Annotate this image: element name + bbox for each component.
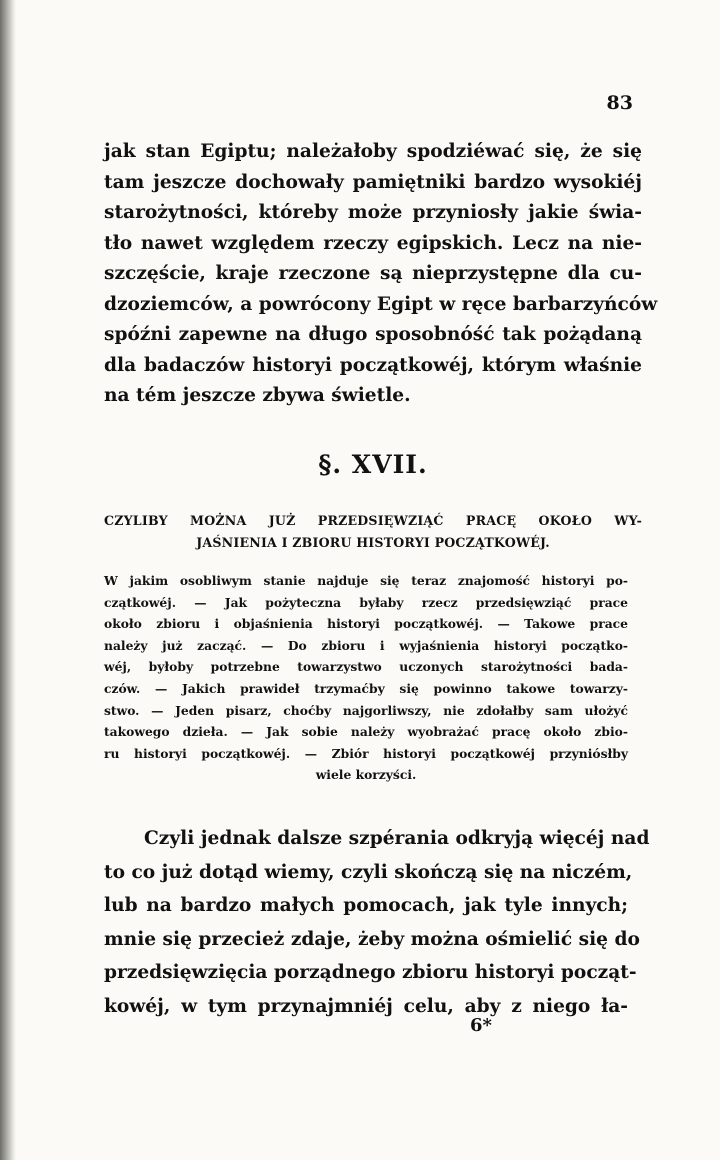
paragraph-1 — [104, 137, 658, 412]
book-spine-shadow — [0, 0, 16, 1160]
text-line: starożytności, któreby może przyniosły jakie świa- — [104, 202, 642, 223]
page-number: 83 — [606, 92, 633, 114]
summary-line: czątkowéj. — Jak pożyteczna byłaby rzecz przedsięwziąć prace — [104, 594, 628, 610]
summary-line: około zbioru i objaśnienia historyi początkowéj. — Takowe prace — [104, 616, 628, 632]
summary-line: W jakim osobliwym stanie najduje się teraz znajomość historyi po- — [104, 573, 628, 588]
text-line: tam jeszcze dochowały pamiętniki bardzo wysokiéj — [104, 171, 642, 193]
section-summary — [104, 570, 628, 786]
summary-line: wéj, byłoby potrzebne towarzystwo uczonych starożytności bada- — [104, 659, 628, 675]
text-line: dzoziemców, a powrócony Egipt w ręce barbarzyńców — [104, 293, 658, 315]
heading-line: JAŚNIENIA I ZBIORU HISTORYI POCZĄTKOWÉJ. — [196, 535, 550, 550]
summary-line: wiele korzyści. — [315, 767, 417, 783]
signature-mark: 6* — [470, 1015, 492, 1036]
text-line: kowéj, w tym przynajmniéj celu, aby z niego ła- — [104, 995, 628, 1017]
summary-line: należy już zacząć. — Do zbioru i wyjaśnienia historyi początko- — [104, 637, 628, 653]
text-line: przedsięwzięcia porządnego zbioru historyi począt- — [104, 962, 637, 983]
text-line: Czyli jednak dalsze szpérania odkryją więcéj nad — [144, 828, 650, 849]
text-line: jak stan Egiptu; należałoby spodziéwać się, że się — [104, 141, 642, 162]
paragraph-2 — [104, 822, 650, 1023]
text-line: na tém jeszcze zbywa świetle. — [104, 385, 411, 406]
heading-line: CZYLIBY MOŻNA JUŻ PRZEDSIĘWZIĄĆ PRACĘ OKOŁO WY- — [104, 513, 642, 528]
text-line: to co już dotąd wiemy, czyli skończą się na niczém, — [104, 861, 633, 883]
text-line: dla badaczów historyi początkowéj, którym właśnie — [104, 354, 642, 376]
section-title: §. XVII. — [318, 450, 428, 479]
summary-line: ru historyi początkowéj. — Zbiór historyi początkowéj przyniósłby — [104, 745, 628, 761]
summary-line: takowego dzieła. — Jak sobie należy wyobrażać pracę około zbio- — [104, 724, 628, 740]
text-line: tło nawet względem rzeczy egipskich. Lecz na nie- — [104, 232, 642, 254]
summary-line: czów. — Jakich prawideł trzymaćby się powinno takowe towarzy- — [104, 680, 628, 696]
text-line: szczęście, kraje rzeczone są nieprzystępne dla cu- — [104, 263, 642, 284]
text-line: lub na bardzo małych pomocach, jak tyle innych; — [104, 895, 628, 916]
summary-line: stwo. — Jeden pisarz, choćby najgorliwszy, nie zdołałby sam ułożyć — [104, 702, 628, 718]
text-line: mnie się przecież zdaje, żeby można ośmielić się do — [104, 928, 640, 950]
text-line: spóźni zapewne na długo sposobnóść tak pożądaną — [104, 324, 642, 345]
section-heading — [104, 510, 642, 554]
